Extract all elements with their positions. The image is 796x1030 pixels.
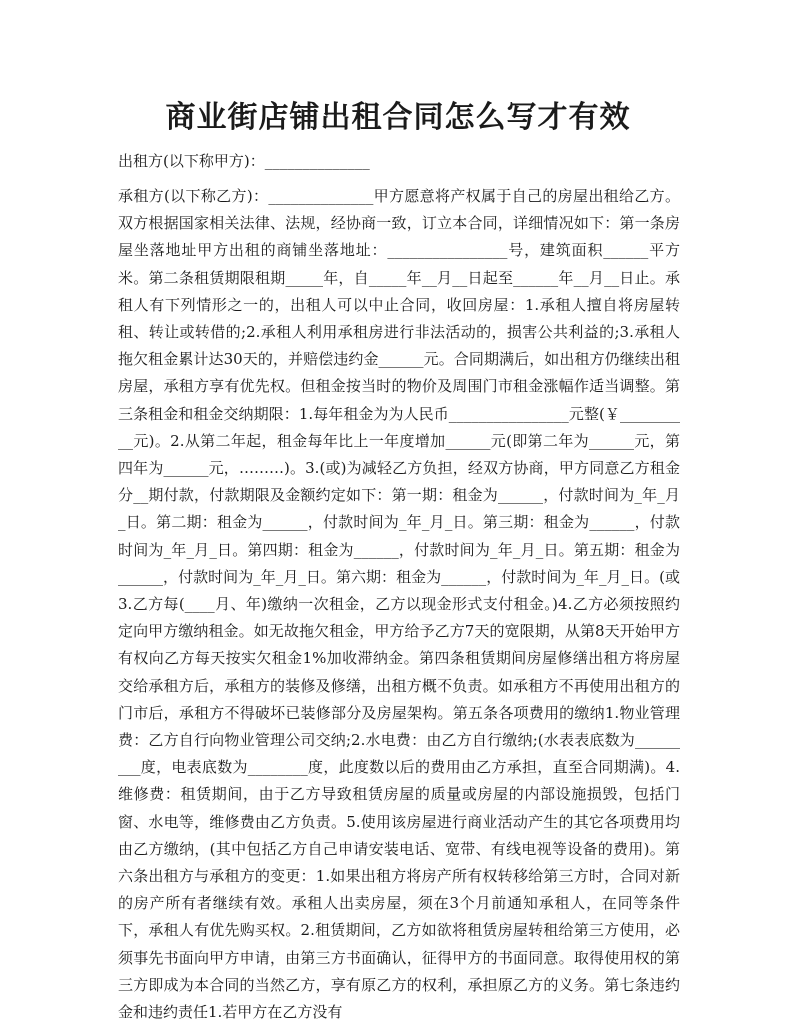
document-title: 商业街店铺出租合同怎么写才有效 — [165, 100, 631, 135]
contract-body: 承租方(以下称乙方)：______________甲方愿意将产权属于自己的房屋出租给乙方。双方根据国家相关法律、法规，经协商一致，订立本合同，详细情况如下：第一条房屋坐落地址甲方出租的商铺坐落地址：________________号，建筑面积______平方米。第二条租赁期限租期_____年，自_____年__月__日起至______年__月__日止。承租人有下列情形之一的，出租人可以中止合同，收回房屋：1.承租人擅自将房屋转租、转让或转借的;2.承租人利用承租房进行非法活动的，损害公共利益的;3.承租人拖欠租金累计达30天的，并赔偿违约金______元。合同期满后，如出租方仍继续出租房屋，承租方享有优先权。但租金按当时的物价及周围门市租金涨幅作适当调整。第三条租金和租金交纳期限：1.每年租金为为人民币________________元整(￥__________元)。2.从第二年起，租金每年比上一年度增加______元(即第二年为______元，第四年为______元，………)。3.(或)为减轻乙方负担，经双方协商，甲方同意乙方租金分__期付款，付款期限及金额约定如下：第一期：租金为______，付款时间为_年_月_日。第二期：租金为______，付款时间为_年_月_日。第三期：租金为______，付款时间为_年_月_日。第四期：租金为______，付款时间为_年_月_日。第五期：租金为______，付款时间为_年_月_日。第六期：租金为______，付款时间为_年_月_日。(或3.乙方每(____月、年)缴纳一次租金，乙方以现金形式支付租金。)4.乙方必须按照约定向甲方缴纳租金。如无故拖欠租金，甲方给予乙方7天的宽限期，从第8天开始甲方有权向乙方每天按实欠租金1%加收滞纳金。第四条租赁期间房屋修缮出租方将房屋交给承租方后，承租方的装修及修缮，出租方概不负责。如承租方不再使用出租方的门市后，承租方不得破坏已装修部分及房屋架构。第五条各项费用的缴纳1.物业管理费：乙方自行向物业管理公司交纳;2.水电费：由乙方自行缴纳;(水表表底数为_________度，电表底数为________度，此度数以后的费用由乙方承担，直至合同期满)。4.维修费：租赁期间，由于乙方导致租赁房屋的质量或房屋的内部设施损毁，包括门窗、水电等，维修费由乙方负责。5.使用该房屋进行商业活动产生的其它各项费用均由乙方缴纳，(其中包括乙方自己申请安装电话、宽带、有线电视等设备的费用)。第六条出租方与承租方的变更：1.如果出租方将房产所有权转移给第三方时，合同对新的房产所有者继续有效。承租人出卖房屋，须在3个月前通知承租人，在同等条件下，承租人有优先购买权。2.租赁期间，乙方如欲将租赁房屋转租给第三方使用，必须事先书面向甲方申请，由第三方书面确认，征得甲方的书面同意。取得使用权的第三方即成为本合同的当然乙方，享有原乙方的权利，承担原乙方的义务。第七条违约金和违约责任1.若甲方在乙方没有 — [118, 187, 680, 1022]
party-a-line: 出租方(以下称甲方)：______________ — [118, 152, 370, 170]
